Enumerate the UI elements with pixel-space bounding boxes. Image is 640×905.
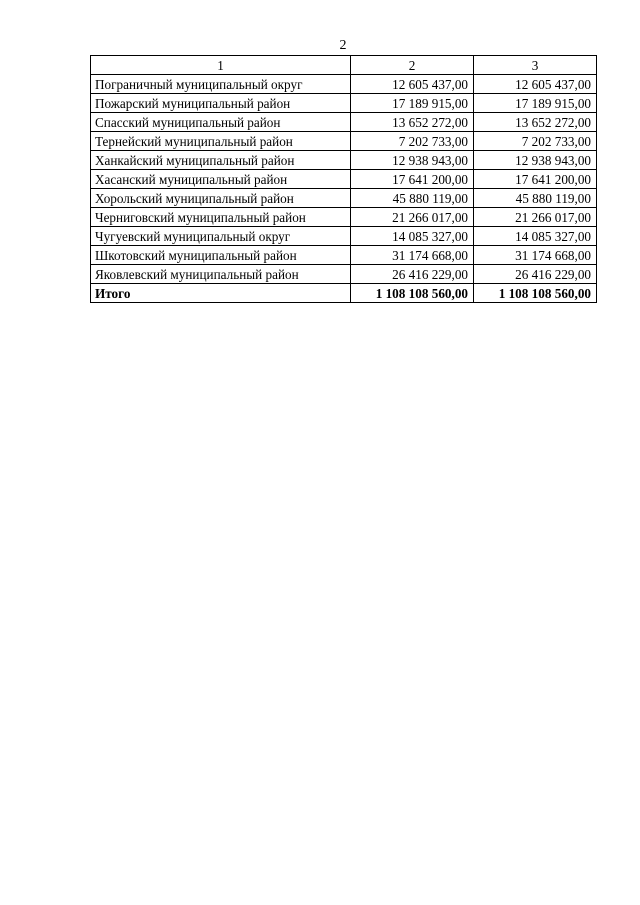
table-row	[91, 265, 597, 284]
amount-col-3: 26 416 229,00	[474, 265, 597, 284]
amount-col-3: 12 605 437,00	[474, 75, 597, 94]
column-header: 1	[91, 56, 351, 75]
district-name: Яковлевский муниципальный район	[91, 265, 351, 284]
total-label: Итого	[91, 284, 351, 303]
district-name: Тернейский муниципальный район	[91, 132, 351, 151]
table-row	[91, 246, 597, 265]
amount-col-2: 13 652 272,00	[351, 113, 474, 132]
district-name: Ханкайский муниципальный район	[91, 151, 351, 170]
amount-col-3: 13 652 272,00	[474, 113, 597, 132]
amount-col-2: 26 416 229,00	[351, 265, 474, 284]
amount-col-3: 17 641 200,00	[474, 170, 597, 189]
amount-col-3: 45 880 119,00	[474, 189, 597, 208]
table-row	[91, 227, 597, 246]
amount-col-3: 17 189 915,00	[474, 94, 597, 113]
amount-col-3: 31 174 668,00	[474, 246, 597, 265]
amount-col-2: 12 605 437,00	[351, 75, 474, 94]
district-name: Хасанский муниципальный район	[91, 170, 351, 189]
table-row	[91, 132, 597, 151]
table-row	[91, 151, 597, 170]
amount-col-3: 21 266 017,00	[474, 208, 597, 227]
amount-col-3: 14 085 327,00	[474, 227, 597, 246]
amount-col-2: 17 189 915,00	[351, 94, 474, 113]
table-row	[91, 208, 597, 227]
amount-col-2: 31 174 668,00	[351, 246, 474, 265]
amount-col-2: 45 880 119,00	[351, 189, 474, 208]
district-name: Черниговский муниципальный район	[91, 208, 351, 227]
table-header-row	[91, 56, 597, 75]
district-name: Пограничный муниципальный округ	[91, 75, 351, 94]
amount-col-2: 12 938 943,00	[351, 151, 474, 170]
column-header: 3	[474, 56, 597, 75]
table-row	[91, 170, 597, 189]
amount-col-2: 17 641 200,00	[351, 170, 474, 189]
column-header: 2	[351, 56, 474, 75]
table-row	[91, 113, 597, 132]
amount-col-2: 14 085 327,00	[351, 227, 474, 246]
table-row	[91, 189, 597, 208]
amount-col-2: 7 202 733,00	[351, 132, 474, 151]
amount-col-2: 21 266 017,00	[351, 208, 474, 227]
total-row	[91, 284, 597, 303]
district-name: Хорольский муниципальный район	[91, 189, 351, 208]
page-number: 2	[339, 38, 347, 53]
district-name: Чугуевский муниципальный округ	[91, 227, 351, 246]
total-col-3: 1 108 108 560,00	[474, 284, 597, 303]
budget-table	[90, 55, 597, 303]
amount-col-3: 12 938 943,00	[474, 151, 597, 170]
table-row	[91, 94, 597, 113]
table-row	[91, 75, 597, 94]
district-name: Шкотовский муниципальный район	[91, 246, 351, 265]
amount-col-3: 7 202 733,00	[474, 132, 597, 151]
district-name: Спасский муниципальный район	[91, 113, 351, 132]
total-col-2: 1 108 108 560,00	[351, 284, 474, 303]
district-name: Пожарский муниципальный район	[91, 94, 351, 113]
